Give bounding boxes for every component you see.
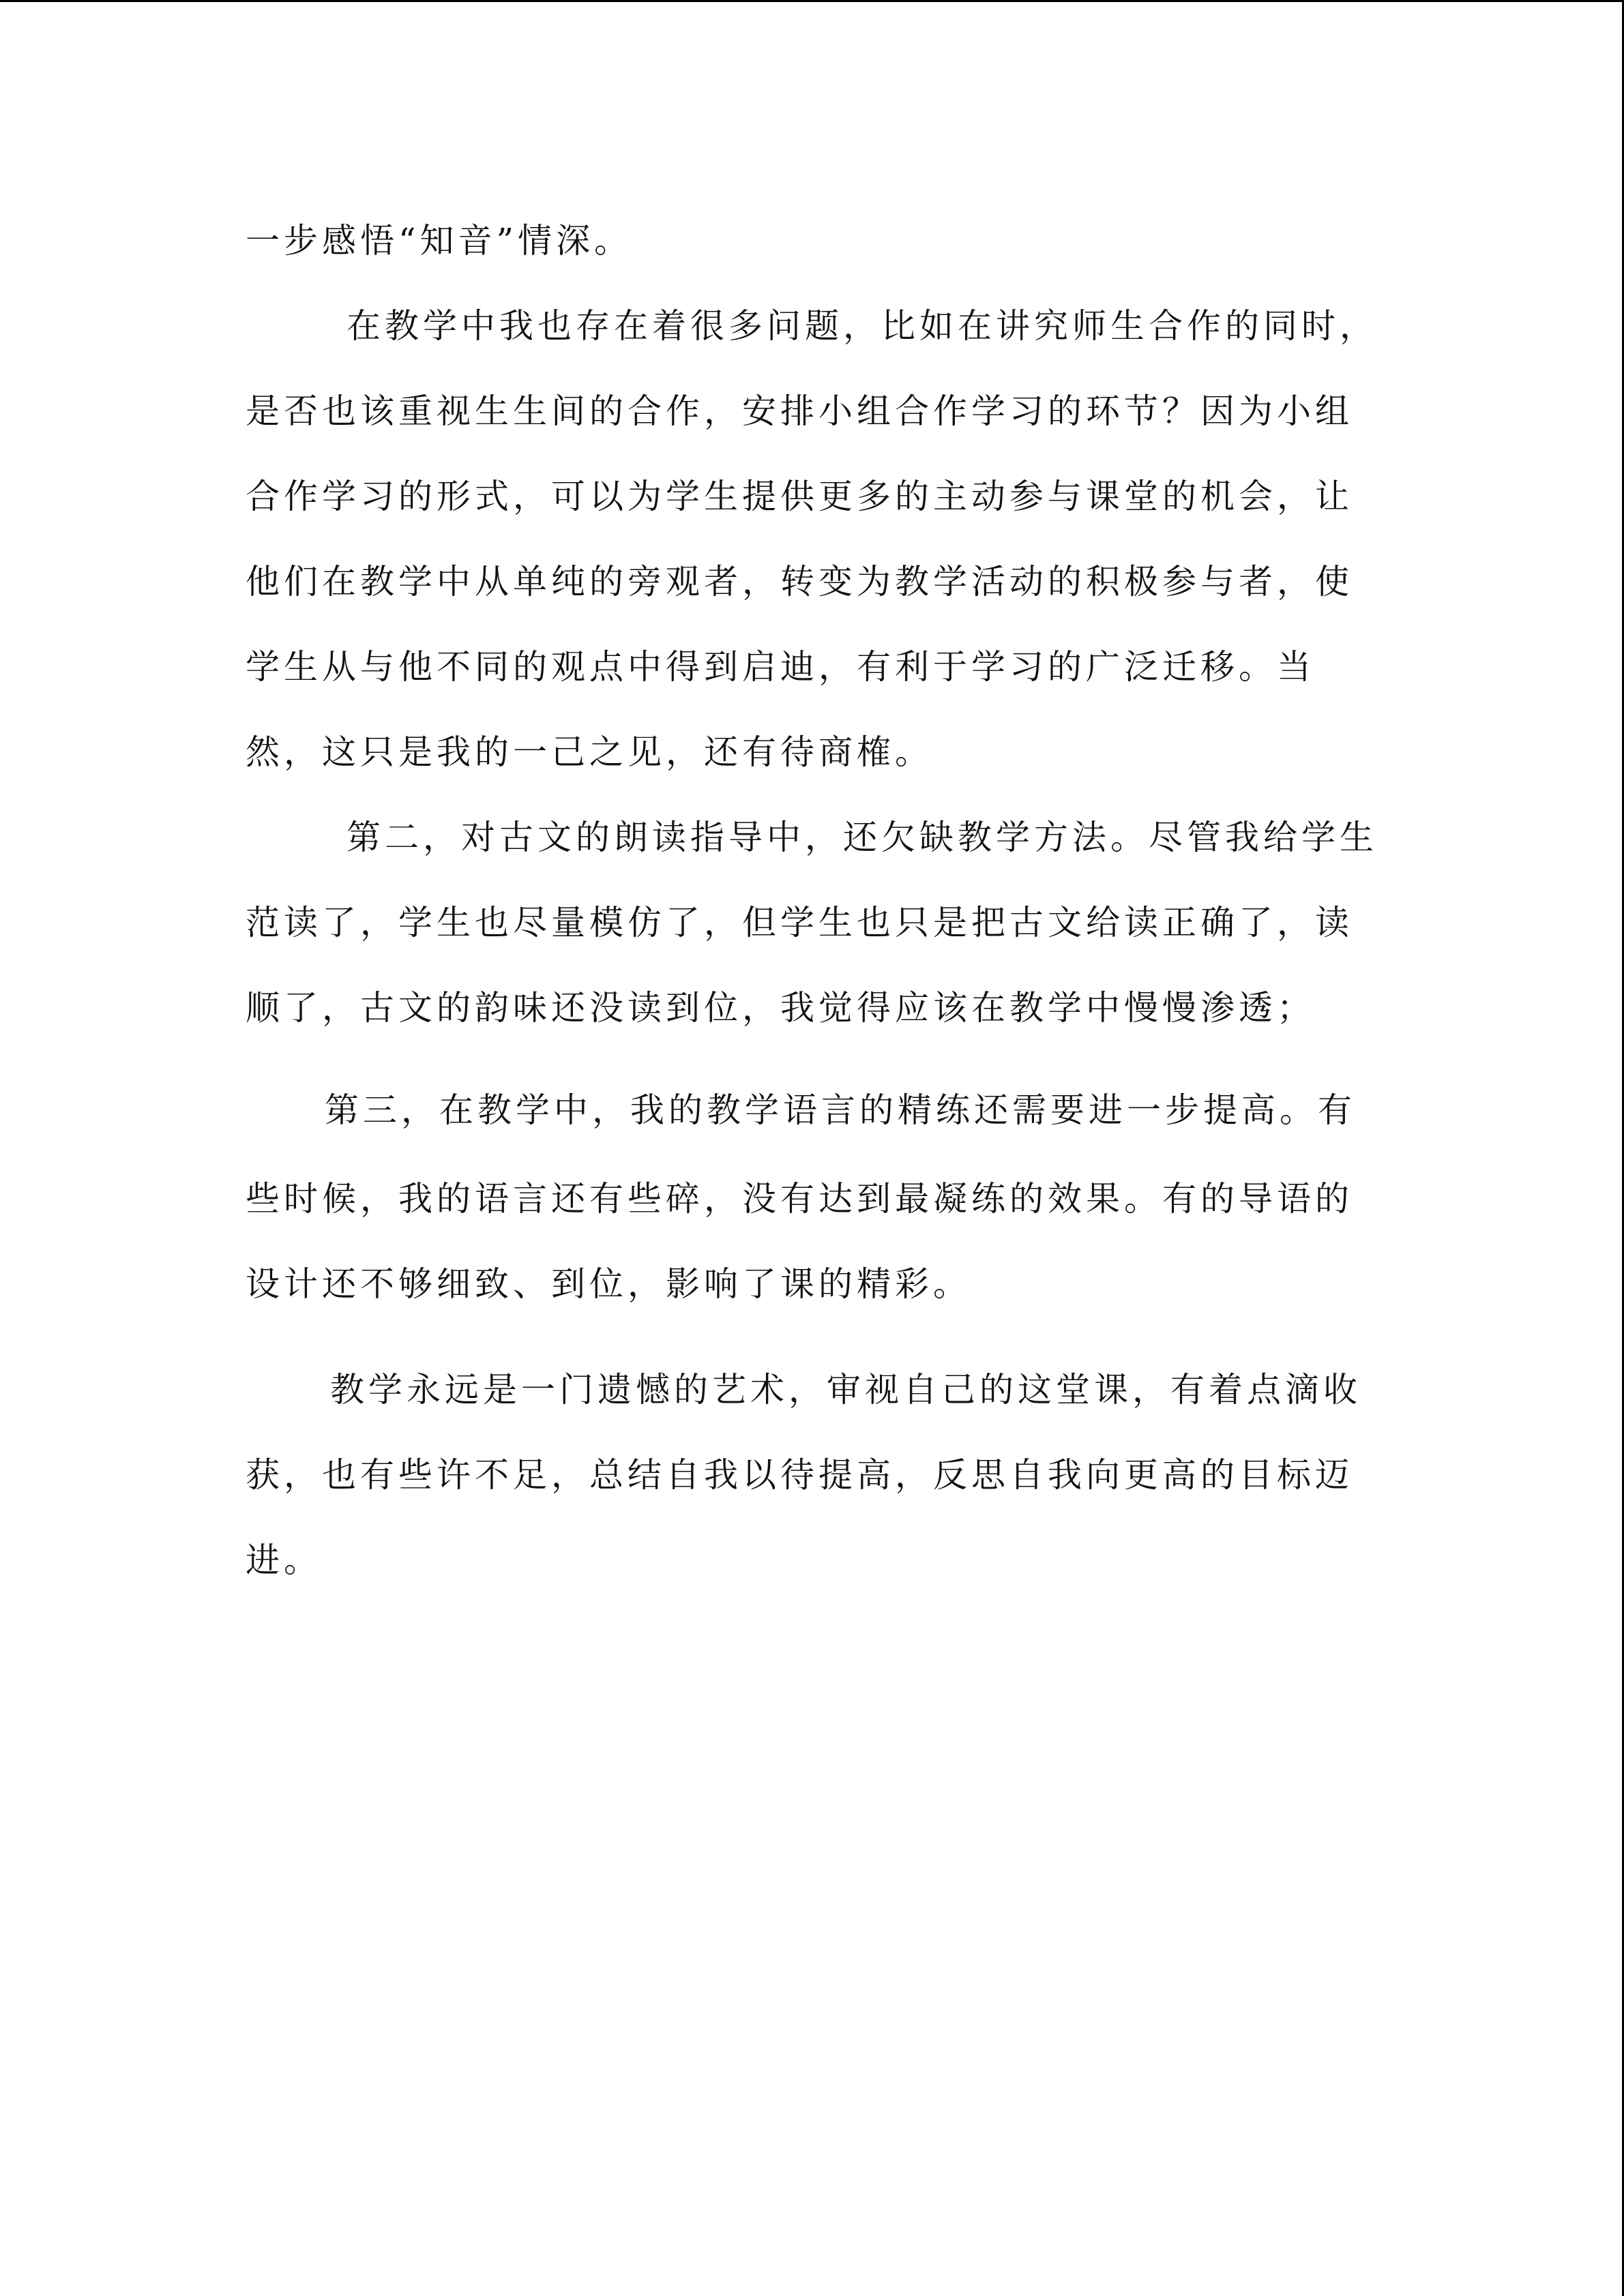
text-line: 设计还不够细致、到位，影响了课的精彩。 (246, 1264, 971, 1304)
text-line: 一步感悟“知音”情深。 (246, 221, 633, 260)
paragraph-first-line: 教学永远是一门遗憾的艺术，审视自己的这堂课，有着点滴收 (330, 1370, 1361, 1410)
text-line: 然，这只是我的一己之见，还有待商榷。 (246, 732, 933, 772)
text-line: 顺了，古文的韵味还没读到位，我觉得应该在教学中慢慢渗透； (246, 988, 1315, 1028)
text-line: 范读了，学生也尽量模仿了，但学生也只是把古文给读正确了，读 (246, 903, 1353, 942)
text-line: 是否也该重视生生间的合作，安排小组合作学习的环节？因为小组 (246, 391, 1353, 431)
text-line: 进。 (246, 1540, 322, 1580)
text-line: 他们在教学中从单纯的旁观者，转变为教学活动的积极参与者，使 (246, 562, 1353, 601)
text-line: 学生从与他不同的观点中得到启迪，有利于学习的广泛迁移。当 (246, 647, 1315, 687)
paragraph-first-line: 第二，对古文的朗读指导中，还欠缺教学方法。尽管我给学生 (346, 818, 1378, 857)
text-line: 合作学习的形式，可以为学生提供更多的主动参与课堂的机会，让 (246, 477, 1353, 516)
paragraph-first-line: 第三，在教学中，我的教学语言的精练还需要进一步提高。有 (325, 1090, 1356, 1130)
text-line: 些时候，我的语言还有些碎，没有达到最凝练的效果。有的导语的 (246, 1179, 1353, 1219)
text-line: 获，也有些许不足，总结自我以待提高，反思自我向更高的目标迈 (246, 1455, 1353, 1495)
paragraph-first-line: 在教学中我也存在着很多问题，比如在讲究师生合作的同时， (346, 306, 1378, 346)
